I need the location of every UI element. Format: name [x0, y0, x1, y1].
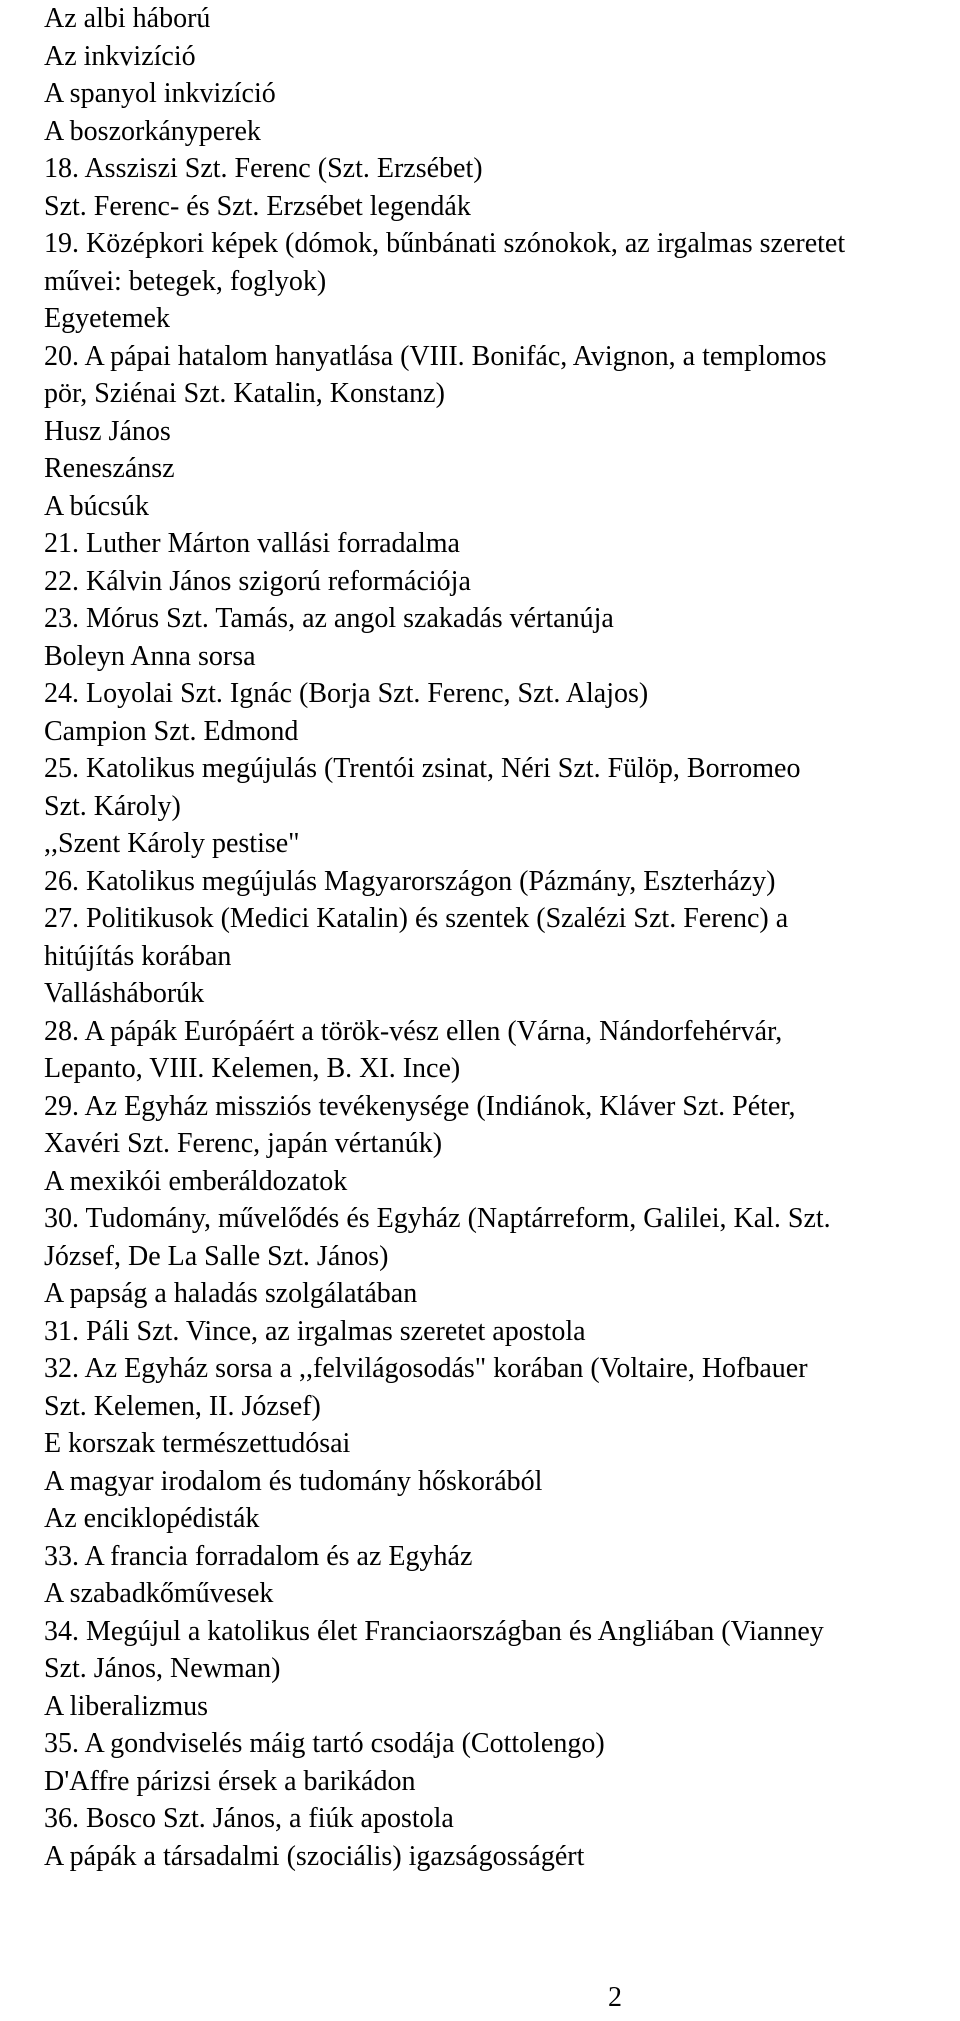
page-number: 2: [608, 1982, 622, 2013]
text-line: 31. Páli Szt. Vince, az irgalmas szeretet apostola: [44, 1315, 586, 1347]
text-line: 22. Kálvin János szigorú reformációja: [44, 565, 471, 597]
text-line: Xavéri Szt. Ferenc, japán vértanúk): [44, 1128, 443, 1159]
text-line: A mexikói emberáldozatok: [44, 1165, 348, 1197]
text-line: Reneszánsz: [44, 453, 175, 484]
text-line: Az enciklopédisták: [44, 1503, 260, 1534]
text-line: pör, Sziénai Szt. Katalin, Konstanz): [44, 378, 445, 409]
text-line: E korszak természettudósai: [44, 1428, 351, 1459]
text-line: Az inkvizíció: [44, 40, 196, 72]
text-line: 24. Loyolai Szt. Ignác (Borja Szt. Ferenc, Szt. Alajos): [44, 678, 649, 709]
text-line: 29. Az Egyház missziós tevékenysége (Indiánok, Kláver Szt. Péter,: [44, 1090, 796, 1122]
text-line: 35. A gondviselés máig tartó csodája (Cottolengo): [44, 1728, 605, 1759]
text-line: hitújítás korában: [44, 940, 232, 972]
text-line: 20. A pápai hatalom hanyatlása (VIII. Bonifác, Avignon, a templomos: [44, 340, 827, 372]
text-line: Szt. Károly): [44, 790, 181, 822]
topic-list: [44, 0, 944, 1875]
text-line: 18. Assziszi Szt. Ferenc (Szt. Erzsébet): [44, 153, 483, 184]
text-line: A pápák a társadalmi (szociális) igazságosságért: [44, 1840, 585, 1872]
text-line: A búcsúk: [44, 490, 149, 522]
text-line: József, De La Salle Szt. János): [44, 1240, 389, 1272]
text-line: A magyar irodalom és tudomány hőskorából: [44, 1465, 543, 1497]
text-line: A szabadkőművesek: [44, 1578, 274, 1609]
text-line: Vallásháborúk: [44, 978, 205, 1009]
text-line: művei: betegek, foglyok): [44, 265, 327, 297]
text-line: A liberalizmus: [44, 1690, 209, 1722]
text-line: 25. Katolikus megújulás (Trentói zsinat, Néri Szt. Fülöp, Borromeo: [44, 753, 801, 784]
text-line: 21. Luther Márton vallási forradalma: [44, 528, 460, 559]
text-line: 34. Megújul a katolikus élet Franciaországban és Angliában (Vianney: [44, 1615, 824, 1647]
text-line: 27. Politikusok (Medici Katalin) és szentek (Szalézi Szt. Ferenc) a: [44, 903, 789, 934]
text-line: A papság a haladás szolgálatában: [44, 1278, 418, 1309]
text-line: Lepanto, VIII. Kelemen, B. XI. Ince): [44, 1053, 461, 1084]
text-line: 23. Mórus Szt. Tamás, az angol szakadás vértanúja: [44, 603, 614, 634]
text-line: Szt. Kelemen, II. József): [44, 1390, 321, 1422]
text-line: D'Affre párizsi érsek a barikádon: [44, 1765, 416, 1797]
text-line: 36. Bosco Szt. János, a fiúk apostola: [44, 1803, 454, 1834]
text-line: Husz János: [44, 415, 171, 447]
text-line: Szt. Ferenc- és Szt. Erzsébet legendák: [44, 190, 471, 222]
text-line: ,,Szent Károly pestise": [44, 828, 300, 859]
text-line: 32. Az Egyház sorsa a ,,felvilágosodás" korában (Voltaire, Hofbauer: [44, 1353, 808, 1384]
text-line: 30. Tudomány, művelődés és Egyház (Naptárreform, Galilei, Kal. Szt.: [44, 1203, 831, 1234]
text-line: A boszorkányperek: [44, 115, 261, 147]
text-line: 33. A francia forradalom és az Egyház: [44, 1540, 473, 1572]
text-line: A spanyol inkvizíció: [44, 78, 276, 109]
text-line: 28. A pápák Európáért a török-vész ellen (Várna, Nándorfehérvár,: [44, 1015, 783, 1047]
text-line: Boleyn Anna sorsa: [44, 640, 256, 672]
text-line: 19. Középkori képek (dómok, bűnbánati szónokok, az irgalmas szeretet: [44, 228, 846, 259]
text-line: 26. Katolikus megújulás Magyarországon (Pázmány, Eszterházy): [44, 865, 776, 897]
text-line: Campion Szt. Edmond: [44, 715, 299, 747]
text-line: Az albi háború: [44, 3, 211, 34]
text-line: Egyetemek: [44, 303, 170, 334]
text-line: Szt. János, Newman): [44, 1653, 281, 1684]
